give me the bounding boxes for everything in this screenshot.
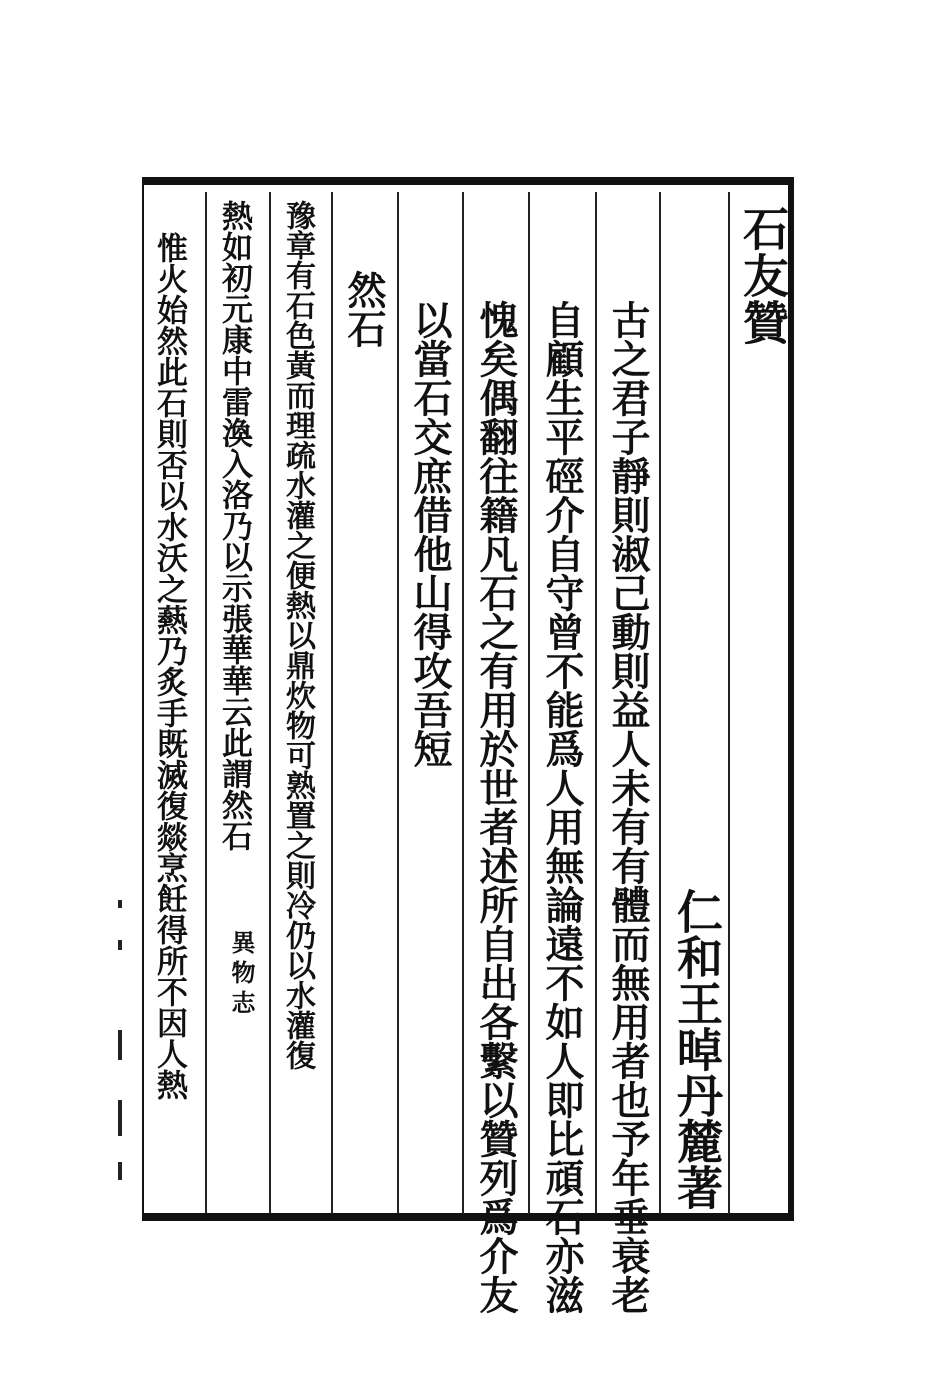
text-column-3: 愧矣偶翻往籍凡石之有用於世者述所自出各繫以贊列爲介友 bbox=[473, 300, 519, 1314]
column-rule bbox=[269, 192, 271, 1214]
margin-marks bbox=[118, 900, 128, 1180]
text-column-2: 自顧生平硜介自守曾不能爲人用無論遠不如人即比頑石亦滋 bbox=[539, 300, 585, 1314]
column-rule bbox=[659, 192, 661, 1214]
text-column-7: 熱如初元康中雷渙入洛乃以示張華華云此謂然石 bbox=[216, 200, 252, 851]
column-rule bbox=[728, 192, 730, 1214]
text-column-6: 豫章有石色黃而理疏水灌之便熱以鼎炊物可熟置之則冷仍以水灌復 bbox=[280, 200, 315, 1070]
page-title: 石友贊 bbox=[736, 205, 790, 346]
source-note: 異物志 bbox=[227, 930, 256, 1020]
column-rule bbox=[331, 192, 333, 1214]
column-rule bbox=[528, 192, 530, 1214]
column-rule bbox=[397, 192, 399, 1214]
text-column-8: 惟火始然此石則否以水沃之爇乃炙手既滅復燚烹飪得所不因人熱 bbox=[151, 232, 187, 1100]
author-byline: 仁和王晫丹麓著 bbox=[670, 888, 724, 1210]
column-rule bbox=[462, 192, 464, 1214]
section-heading: 然石 bbox=[341, 270, 387, 348]
text-column-1: 古之君子靜則淑己動則益人未有有體而無用者也予年垂衰老 bbox=[605, 300, 651, 1314]
text-column-4: 以當石交庶借他山得攻吾短 bbox=[407, 300, 453, 768]
column-rule bbox=[205, 192, 207, 1214]
column-rule bbox=[595, 192, 597, 1214]
